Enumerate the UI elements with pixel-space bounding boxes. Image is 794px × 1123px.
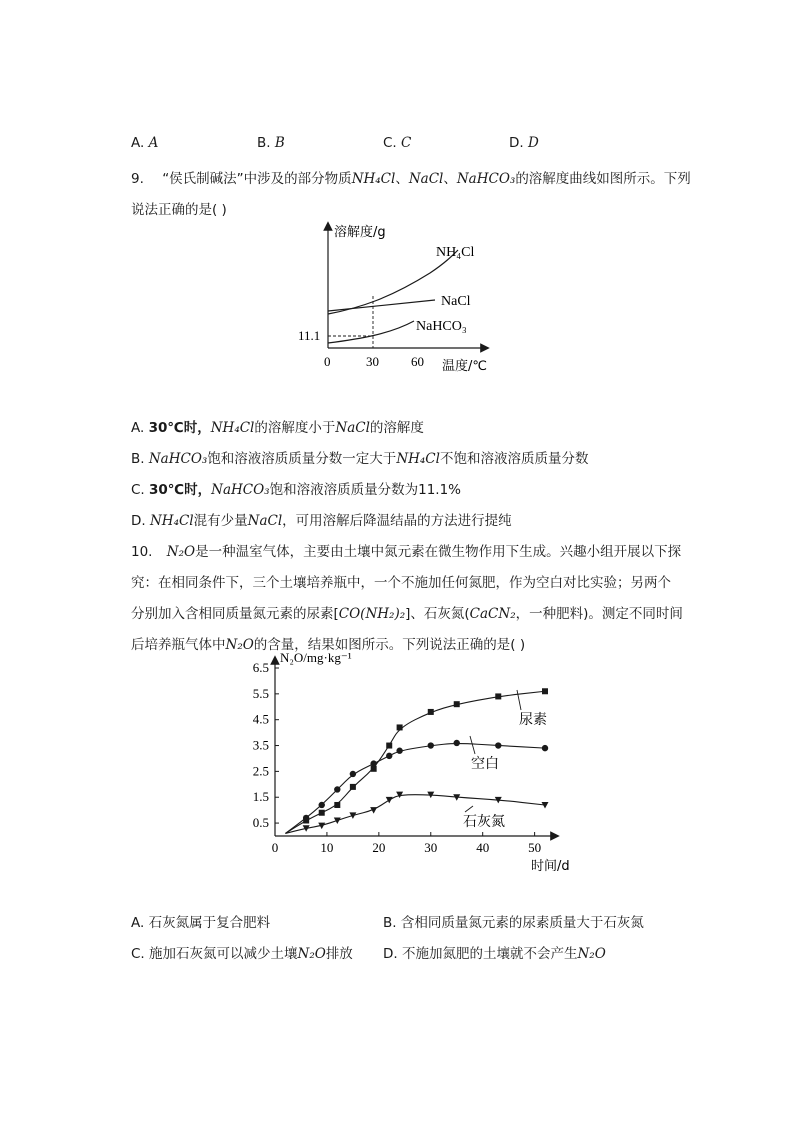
q9-option-a[interactable] — [131, 416, 424, 436]
x-tick-label: 10 — [320, 840, 334, 855]
y-tick-label: 4.5 — [252, 711, 269, 727]
question-number: 9. — [131, 171, 144, 187]
formula: NH₄Cl — [149, 513, 194, 529]
solubility-chart — [290, 218, 510, 378]
data-point-square — [386, 743, 392, 749]
x-tick-label: 0 — [271, 840, 279, 855]
stem-text: 的含量，结果如图所示。下列说法正确的是( ) — [253, 637, 526, 653]
formula: N₂O — [166, 544, 196, 560]
separator: 、 — [395, 171, 409, 187]
y-tick-label: 3.5 — [252, 737, 269, 753]
option-text: 排放 — [325, 946, 353, 962]
option-value: A — [148, 135, 159, 151]
stem-text: 分别加入含相同质量氮元素的尿素[ — [131, 606, 339, 622]
data-point-square — [428, 709, 434, 715]
data-point-circle — [542, 745, 548, 751]
q8-option-b[interactable] — [257, 135, 285, 151]
data-point-circle — [428, 742, 434, 748]
option-text: 的溶解度小于 — [254, 420, 336, 436]
option-text: 饱和溶液溶质质量分数为11.1% — [269, 482, 461, 498]
formula: NaHCO₃ — [211, 482, 270, 498]
q9-option-b[interactable] — [131, 447, 588, 467]
x-tick-0: 0 — [324, 354, 331, 369]
y-axis-label: 溶解度/g — [334, 225, 386, 240]
y-tick-label: 1.5 — [252, 789, 269, 805]
option-letter: D. — [509, 135, 528, 151]
stem-text: ]、石灰氮( — [405, 606, 470, 622]
formula: CaCN₂ — [469, 606, 516, 622]
data-point-square — [454, 701, 460, 707]
option-letter: C. — [383, 135, 402, 151]
series-line — [285, 744, 545, 834]
x-tick-30: 30 — [366, 354, 379, 369]
q8-option-c[interactable] — [383, 135, 411, 151]
data-point-square — [350, 784, 356, 790]
y-tick-label: 6.5 — [252, 660, 269, 675]
option-letter: A. — [131, 420, 149, 436]
option-value: D — [527, 135, 539, 151]
formula: NH₄Cl — [396, 451, 440, 467]
formula: NH₄Cl — [210, 420, 255, 436]
series-label: 石灰氮 — [463, 814, 505, 830]
q10-option-d[interactable] — [383, 942, 606, 962]
leader-line — [470, 736, 475, 754]
stem-text: ，一种肥料)。测定不同时间 — [515, 606, 683, 622]
formula: N₂O — [225, 637, 254, 653]
formula: CO(NH₂)₂ — [338, 606, 406, 622]
q8-option-a[interactable] — [131, 135, 158, 151]
formula: N₂O — [577, 946, 606, 962]
formula: NaCl — [408, 171, 444, 187]
data-point-circle — [495, 742, 501, 748]
formula: NaHCO₃ — [456, 171, 516, 187]
formula: NaHCO₃ — [148, 451, 208, 467]
option-value: C — [401, 135, 412, 151]
question-number: 10. — [131, 544, 153, 560]
label-nacl: NaCl — [441, 294, 471, 309]
data-point-square — [319, 810, 325, 816]
q10-option-a[interactable]: A. 石灰氮属于复合肥料 — [131, 915, 271, 931]
option-text: ，可用溶解后降温结晶的方法进行提纯 — [282, 513, 512, 529]
q8-option-d[interactable] — [509, 135, 539, 151]
data-point-circle — [350, 771, 356, 777]
option-letter: B. — [257, 135, 275, 151]
y-tick-label: 5.5 — [252, 685, 269, 701]
option-text: 混有少量 — [193, 513, 248, 529]
q10-stem-line-3 — [131, 602, 683, 622]
label-nh4cl: NH₄Cl — [436, 245, 475, 260]
x-axis-label: 时间/d — [531, 859, 570, 874]
q10-stem-line-1 — [131, 540, 681, 560]
q10-option-b[interactable]: B. 含相同质量氮元素的尿素质量大于石灰氮 — [383, 915, 644, 931]
data-point-square — [334, 802, 340, 808]
y-tick-11-1: 11.1 — [298, 328, 321, 343]
curve-nahco3 — [328, 321, 414, 343]
x-tick-label: 50 — [528, 840, 542, 855]
option-text: 30℃时， — [148, 420, 211, 436]
formula: NH₄Cl — [351, 171, 396, 187]
y-axis-label: N₂O/mg·kg⁻¹ — [280, 650, 352, 665]
q9-option-d[interactable] — [131, 509, 512, 529]
data-point-circle — [370, 760, 376, 766]
curve-nacl — [328, 300, 435, 311]
y-tick-label: 0.5 — [252, 815, 269, 831]
separator: 、 — [443, 171, 457, 187]
x-tick-label: 20 — [372, 840, 386, 855]
option-text: D. 不施加氮肥的土壤就不会产生 — [383, 946, 578, 962]
leader-line — [465, 806, 473, 812]
q10-stem-line-2: 究：在相同条件下，三个土壤培养瓶中，一个不施加任何氮肥，作为空白对比实验；另两个 — [131, 575, 671, 591]
series-label: 尿素 — [519, 712, 547, 728]
q9-option-c[interactable] — [131, 478, 461, 498]
option-text: 30℃时， — [149, 482, 212, 498]
stem-text: 是一种温室气体，主要由土壤中氮元素在微生物作用下生成。兴趣小组开展以下探 — [195, 544, 682, 560]
option-letter: D. — [131, 513, 150, 529]
formula: NaCl — [247, 513, 283, 529]
series-label: 空白 — [471, 756, 499, 772]
stem-text: 后培养瓶气体中 — [131, 637, 226, 653]
x-tick-60: 60 — [411, 354, 424, 369]
series-group — [285, 688, 548, 833]
formula: NaCl — [335, 420, 370, 436]
x-tick-label: 40 — [476, 840, 490, 855]
data-point-circle — [303, 815, 309, 821]
data-point-square — [495, 693, 501, 699]
data-point-circle — [319, 802, 325, 808]
x-tick-label: 30 — [424, 840, 438, 855]
stem-text: 的溶解度曲线如图所示。下列 — [515, 171, 691, 187]
data-point-circle — [454, 740, 460, 746]
data-point-square — [542, 688, 548, 694]
leader-line — [517, 690, 521, 710]
option-text: 饱和溶液溶质质量分数一定大于 — [207, 451, 397, 467]
q9-stem-line-2: 说法正确的是( ) — [131, 202, 227, 218]
data-point-circle — [386, 753, 392, 759]
data-point-circle — [334, 786, 340, 792]
q10-option-c[interactable] — [131, 942, 353, 962]
option-value: B — [274, 135, 285, 151]
option-letter: B. — [131, 451, 149, 467]
data-point-circle — [396, 748, 402, 754]
y-tick-label: 2.5 — [252, 763, 269, 779]
option-letter: A. — [131, 135, 149, 151]
option-text: C. 施加石灰氮可以减少土壤 — [131, 946, 298, 962]
q9-stem-line-1 — [131, 167, 691, 187]
data-point-triangle — [386, 797, 393, 804]
stem-text: “侯氏制碱法”中涉及的部分物质 — [162, 171, 352, 187]
formula: N₂O — [297, 946, 326, 962]
label-nahco3: NaHCO₃ — [416, 319, 467, 334]
option-letter: C. — [131, 482, 150, 498]
option-text: 不饱和溶液溶质质量分数 — [439, 451, 589, 467]
data-point-square — [397, 724, 403, 730]
data-point-triangle — [349, 812, 356, 819]
n2o-chart — [235, 650, 570, 874]
x-axis-label: 温度/℃ — [442, 359, 487, 374]
option-text: 的溶解度 — [369, 420, 424, 436]
